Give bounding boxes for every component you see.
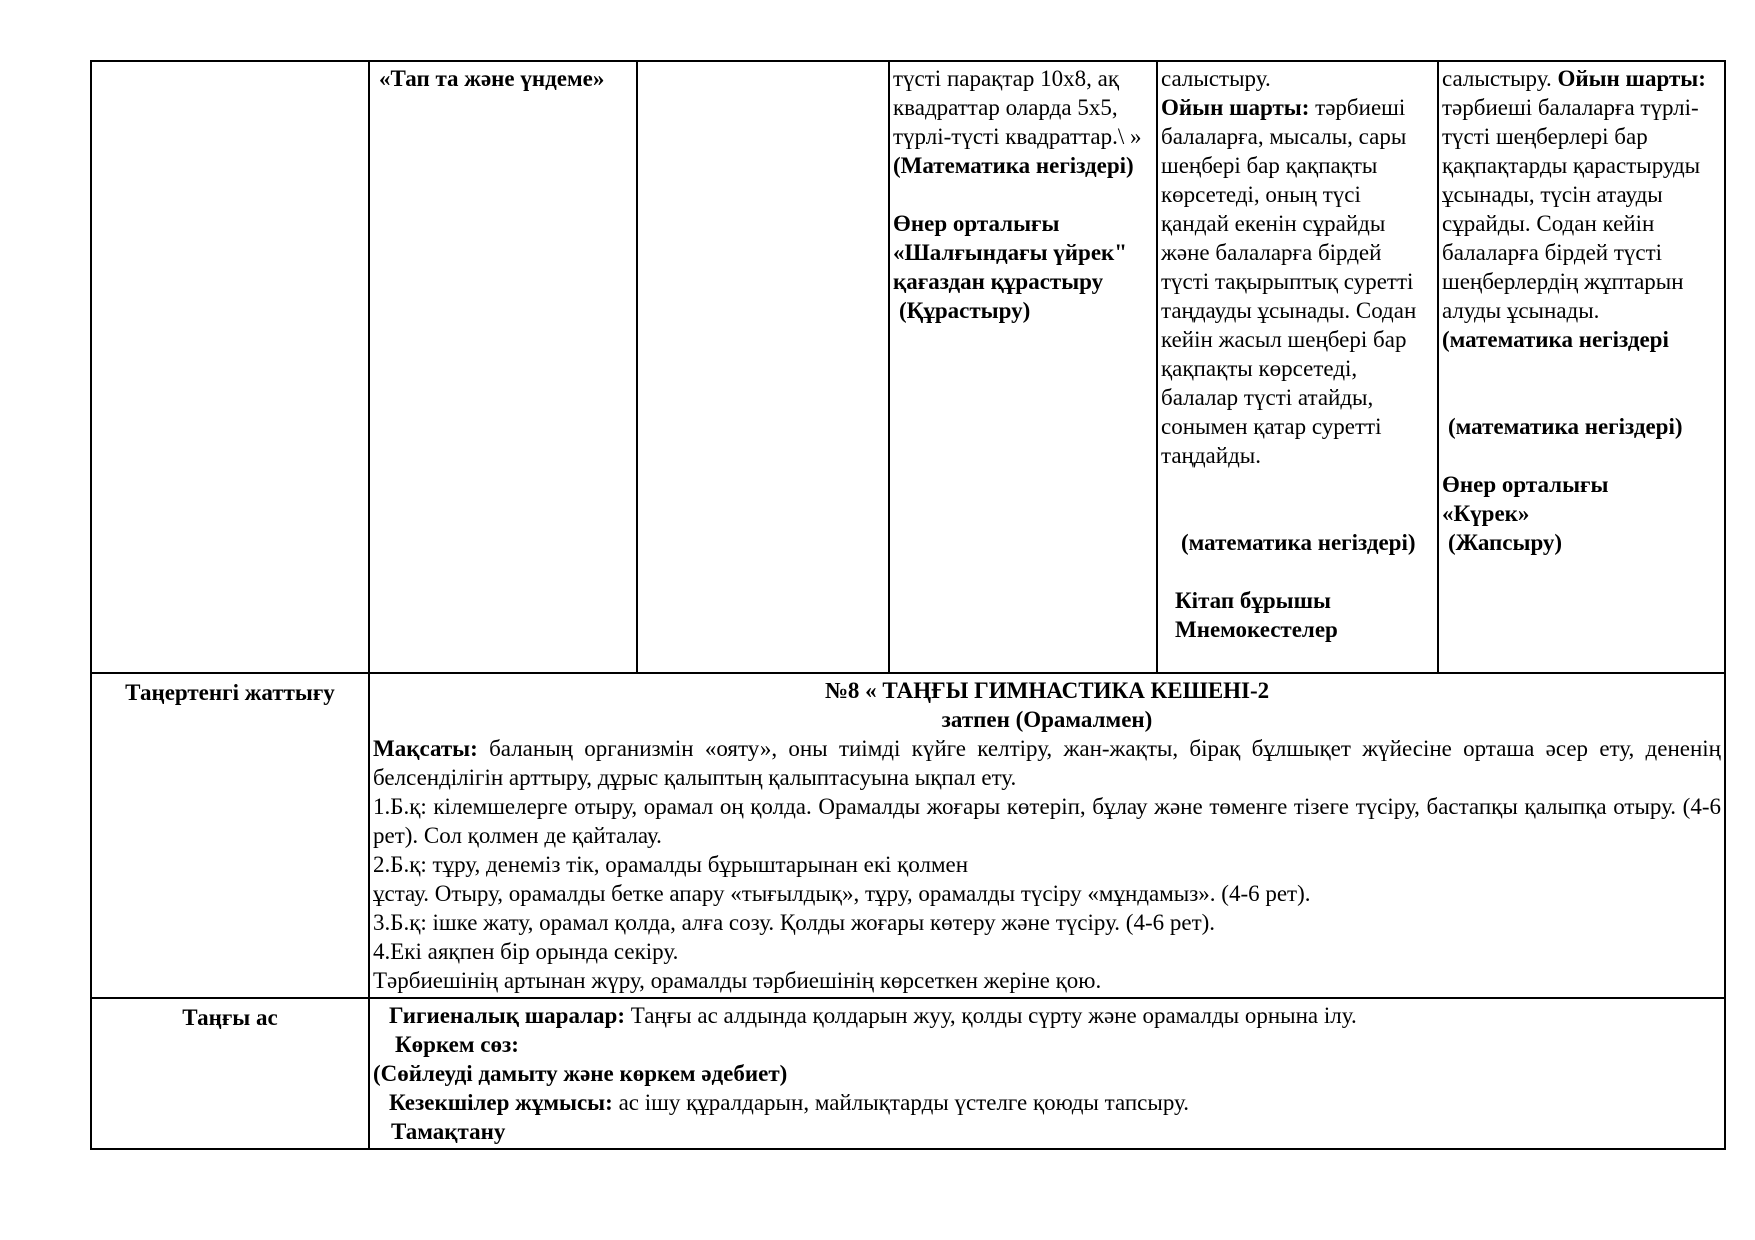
math-label: (Математика негіздері) [893,153,1134,178]
rule-label: Ойын шарты: [1161,95,1310,120]
duty-line: Кезекшілер жұмысы: ас ішу құралдарын, майлықтарды үстелге қоюды тапсыру. [389,1090,1189,1115]
speech-label: (Сөйлеуді дамыту және көркем әдебиет) [373,1061,788,1086]
math-label-2: (математика негіздері) [1448,414,1683,439]
compare-text: салыстыру. [1442,66,1552,91]
compare-text: салыстыру. [1161,66,1271,91]
crane-task: «Шалғындағы үйрек" қағаздан құрастыру [893,240,1128,294]
schedule-table [90,60,1726,1150]
applique-label: (Жапсыру) [1448,530,1563,555]
activity-col6 [1438,61,1725,673]
exercise-4: 4.Екі аяқпен бір орында секіру. [373,939,679,964]
rule-text: тәрбиеші балаларға түрлі-түсті шеңберлері бар қақпақтарды қарастыруды ұсынады, түсін атауды сұрайды. Содан кейін балаларға бірдей түсті шеңберлердің жұптарын алуды ұсынады. [1442,95,1701,323]
activity-col2 [369,61,637,673]
game-rule [1442,64,1721,325]
goal-label: Мақсаты: [373,736,478,761]
art-center-label: Өнер орталығы [1442,472,1609,497]
game-title: «Тап та және үндеме» [379,66,605,91]
eating-label: Тамақтану [391,1119,506,1144]
goal-text: Мақсаты: баланың организмін «ояту», оны тиімді күйге келтіру, жан-жақты, бірақ бұлшықет жүйесіне орташа әсер ету, дененің белсенділігін арттыру, дұрыс қалыптың қалыптасуына ықпал ету. [373,736,1721,790]
exercise-3: 3.Б.қ: ішке жату, орамал қолда, алға созу. Қолды жоғары көтеру және түсіру. (4-6 рет). [373,910,1216,935]
duty-label: Кезекшілер жұмысы: [389,1090,613,1115]
activity-col3 [637,61,889,673]
exercise-title: №8 « ТАҢҒЫ ГИМНАСТИКА КЕШЕНІ-2 [824,678,1270,703]
art-word-label: Көркем сөз: [395,1032,519,1057]
art-center-label: Өнер орталығы [893,211,1060,236]
activity-col4 [889,61,1157,673]
exercise-subtitle: затпен (Орамалмен) [941,707,1153,732]
math-label: (математика негіздері [1442,327,1669,352]
hygiene-line: Гигиеналық шаралар: Таңғы ас алдында қолдарын жуу, қолды сүрту және орамалды орнына ілу. [389,1003,1357,1028]
book-corner-label: Кітап бұрышы [1175,588,1331,613]
rule-label: Ойын шарты: [1557,66,1706,91]
row-label: Таңғы ас [91,998,369,1149]
row-label: Таңертенгі жаттығу [91,673,369,998]
math-label: (математика негіздері) [1181,530,1416,555]
construct-label: (Құрастыру) [899,298,1031,323]
morning-exercise-row [91,673,1725,998]
exercise-5: Тәрбиешінің артынан жүру, орамалды тәрбиешінің көрсеткен жеріне қою. [373,968,1102,993]
breakfast-row [91,998,1725,1149]
game-rule [1161,93,1434,470]
breakfast-content [369,998,1725,1149]
exercise-1: 1.Б.қ: кілемшелерге отыру, орамал оң қолда. Орамалды жоғары көтеріп, бұлау және төменге тізеге түсіру, бастапқы қалыпқа отыру. (4-6 рет). Сол қолмен де қайталау. [373,794,1721,848]
mnemo-label: Мнемокестелер [1175,617,1338,642]
exercise-2a: 2.Б.қ: тұру, денеміз тік, орамалды бұрыштарынан екі қолмен [373,852,969,877]
rule-text: тәрбиеші балаларға, мысалы, сары шеңбері бар қақпақты көрсетеді, оның түсі қандай екенін сұрайды және балаларға бірдей түсті тақырыптық суретті таңдауды ұсынады. Содан кейін жасыл шеңбері бар қақпақты көрсетеді, балалар түсті атайды, сонымен қатар суретті таңдайды. [1161,95,1417,468]
activities-row [91,61,1725,673]
activity-col5 [1157,61,1438,673]
exercise-2b: ұстау. Отыру, орамалды бетке апару «тығылдық», тұру, орамалды түсіру «мұндамыз». (4-6 рет). [373,881,1311,906]
materials-text: түсті парақтар 10х8, ақ квадраттар оларда 5х5, түрлі-түсті квадраттар.\ » [893,66,1142,149]
kurek-task: «Күрек» [1442,501,1530,526]
exercise-content [369,673,1725,998]
hygiene-label: Гигиеналық шаралар: [389,1003,625,1028]
row-label-empty [91,61,369,673]
